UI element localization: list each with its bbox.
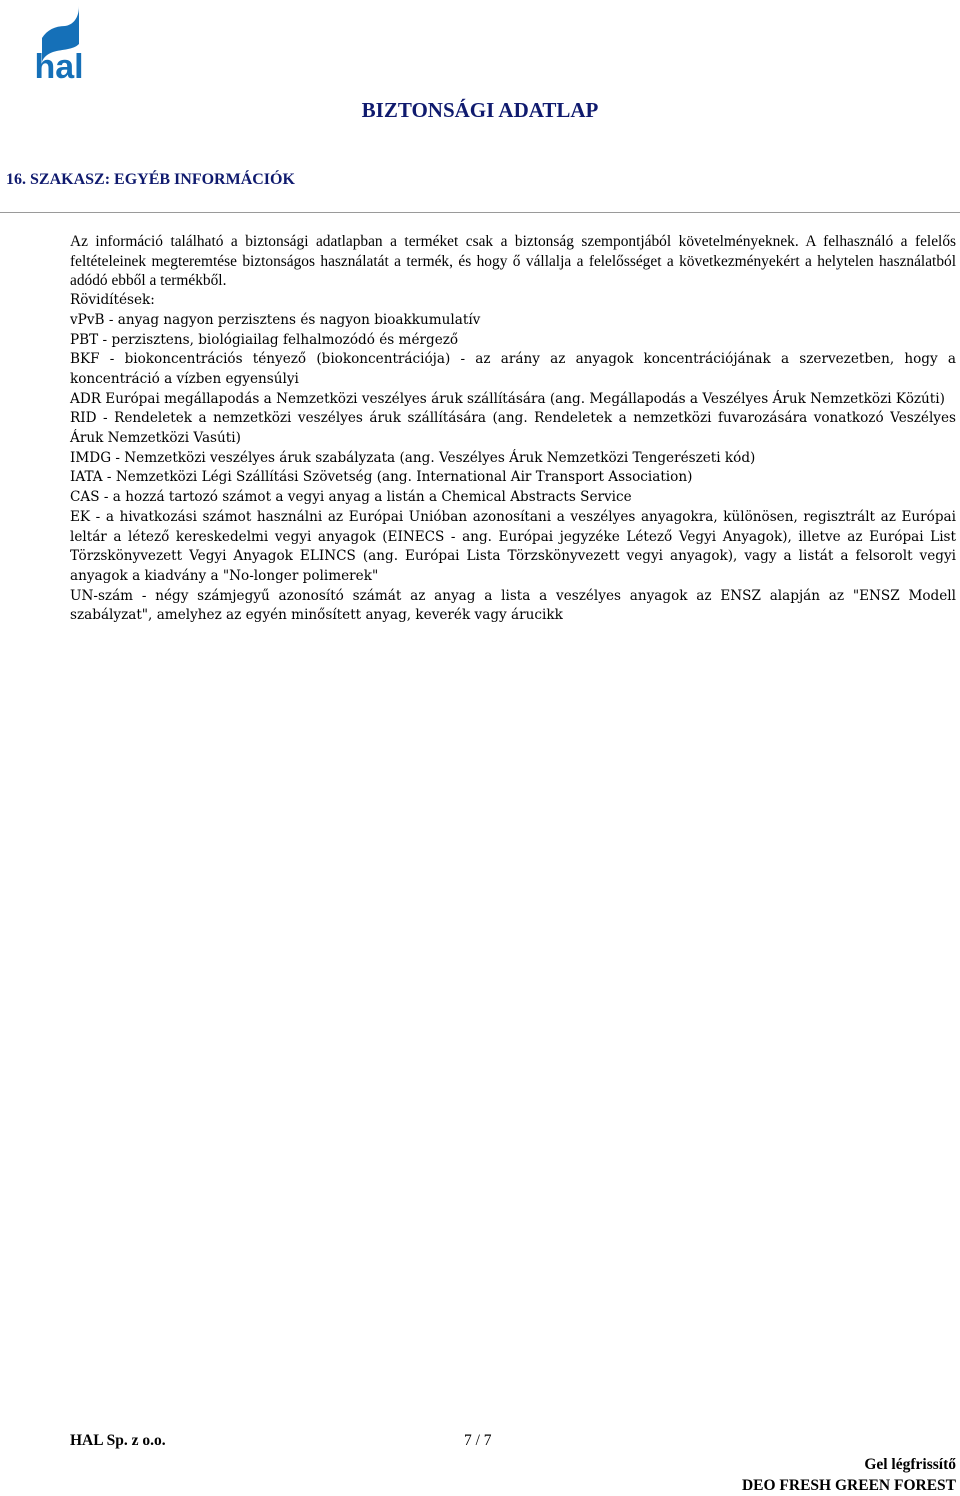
abbreviation-item: vPvB - anyag nagyon perzisztens és nagyon bioakkumulatív bbox=[70, 311, 481, 328]
footer-company: HAL Sp. z o.o. bbox=[70, 1432, 166, 1449]
abbreviation-item: PBT - perzisztens, biológiailag felhalmozódó és mérgező bbox=[70, 331, 459, 348]
abbreviation-item: UN-szám - négy számjegyű azonosító számát az anyag a lista a veszélyes anyagok az ENSZ alapján az "ENSZ Modell szabályzat", amelyhez az egyén minősített anyag, keverék vagy árucikk bbox=[70, 587, 956, 624]
abbreviation-item: EK - a hivatkozási számot használni az Európai Unióban azonosítani a veszélyes anyagokra, különösen, regisztrált az Európai leltár a létező kereskedelmi vegyi anyagok (EINECS - ang. Európai jegyzéke Létező Vegyi Anyagok), illetve az Európai List Törzskönyvezett Vegyi Anyagok ELINCS (ang. Európai Lista Törzskönyvezett vegyi anyagok), vagy a listát a felsorolt vegyi anyagok a kiadvány a "No-longer polimerek" bbox=[70, 508, 956, 584]
product-variant: DEO FRESH GREEN FOREST bbox=[741, 1477, 956, 1494]
hal-logo bbox=[29, 4, 89, 82]
logo-text: hal bbox=[34, 48, 84, 82]
hal-logo-graphic bbox=[29, 4, 89, 82]
section-heading: 16. SZAKASZ: EGYÉB INFORMÁCIÓK bbox=[6, 171, 295, 188]
page-number: 7 / 7 bbox=[464, 1432, 492, 1449]
abbreviation-item: ADR Európai megállapodás a Nemzetközi veszélyes áruk szállítására (ang. Megállapodás a Veszélyes Áruk Nemzetközi Közúti) bbox=[70, 390, 945, 407]
intro-paragraph: Az információ található a biztonsági adatlapban a terméket csak a biztonság szempontjából követelményeknek. A felhasználó a felelős feltételeinek megteremtése biztonságos használatát a termék, és hogy ő vállalja a felelősséget a következményekért a helytelen használatból adódó ebből a termékből. bbox=[70, 233, 956, 290]
section-divider bbox=[0, 212, 960, 213]
abbreviation-item: IATA - Nemzetközi Légi Szállítási Szövetség (ang. International Air Transport Association) bbox=[70, 469, 693, 486]
abbreviations-list bbox=[70, 291, 956, 626]
section-body bbox=[70, 232, 956, 626]
abbreviations-heading: Rövidítések: bbox=[70, 292, 155, 309]
abbreviation-item: IMDG - Nemzetközi veszélyes áruk szabályzata (ang. Veszélyes Áruk Nemzetközi Tengerészeti kód) bbox=[70, 449, 756, 466]
document-title: BIZTONSÁGI ADATLAP bbox=[361, 98, 599, 122]
abbreviation-item: RID - Rendeletek a nemzetközi veszélyes áruk szállítására (ang. Rendeletek a nemzetközi fuvarozására vonatkozó Veszélyes Áruk Nemzetközi Vasúti) bbox=[70, 410, 956, 447]
abbreviation-item: CAS - a hozzá tartozó számot a vegyi anyag a listán a Chemical Abstracts Service bbox=[70, 489, 632, 506]
abbreviation-item: BKF - biokoncentrációs tényező (biokoncentrációja) - az arány az anyagok koncentrációjának a szervezetben, hogy a koncentráció a vízben egyensúlyi bbox=[70, 351, 956, 387]
product-name: Gel légfrissítő bbox=[864, 1456, 956, 1473]
